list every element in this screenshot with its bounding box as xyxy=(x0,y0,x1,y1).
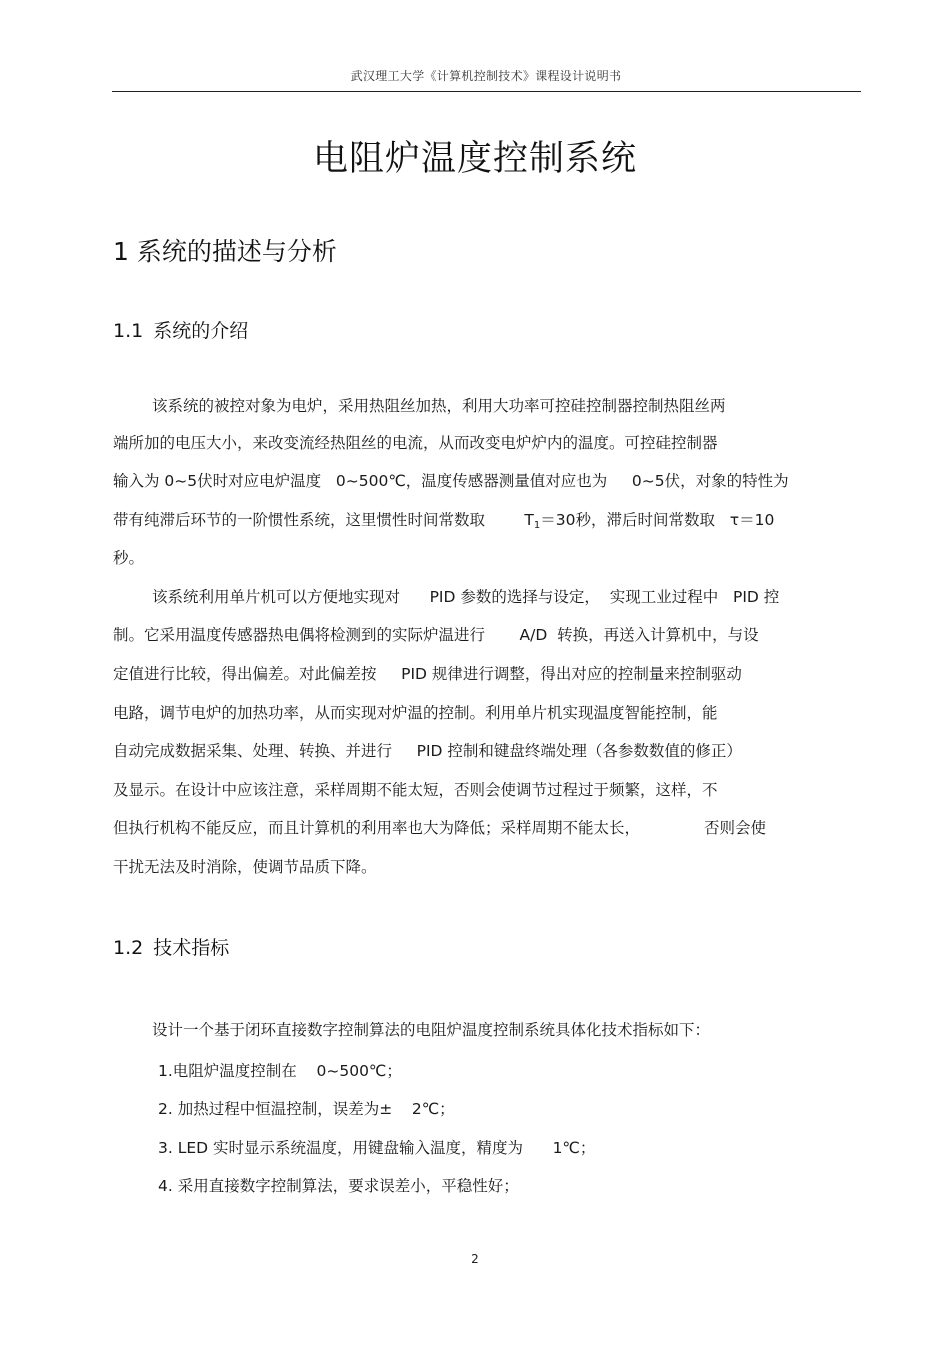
subsection-heading-1-2 xyxy=(113,933,229,960)
subsection-number: 1.2 xyxy=(113,937,144,959)
subsection-title: 系统的介绍 xyxy=(153,320,249,342)
subsection-heading-1-1 xyxy=(113,316,248,343)
subsection-title: 技术指标 xyxy=(153,937,230,959)
paragraph-line: 电路，调节电炉的加热功率，从而实现对炉温的控制。利用单片机实现温度智能控制，能 xyxy=(113,704,718,722)
header-divider xyxy=(112,91,861,92)
text-span: 带有纯滞后环节的一阶惯性系统，这里惯性时间常数取 T xyxy=(113,511,534,529)
document-title: 电阻炉温度控制系统 xyxy=(312,139,637,179)
section-heading: 1 系统的描述与分析 xyxy=(113,237,337,266)
paragraph-line: 干扰无法及时消除，使调节品质下降。 xyxy=(113,858,377,876)
subscript: 1 xyxy=(533,520,541,531)
paragraph-line: 端所加的电压大小，来改变流经热阻丝的电流，从而改变电炉炉内的温度。可控硅控制器 xyxy=(113,434,718,452)
subsection-number: 1.1 xyxy=(113,320,144,342)
paragraph-line: 自动完成数据采集、处理、转换、并进行 PID 控制和键盘终端处理（各参数数值的修正） xyxy=(113,742,742,760)
paragraph-line: 输入为 0~5伏时对应电炉温度 0~500℃，温度传感器测量值对应也为 0~5伏，对象的特性为 xyxy=(113,472,789,490)
running-header: 武汉理工大学《计算机控制技术》课程设计说明书 xyxy=(350,69,622,83)
spec-item: 3. LED 实时显示系统温度，用键盘输入温度，精度为 1℃； xyxy=(158,1139,596,1157)
spec-item: 1.电阻炉温度控制在 0~500℃； xyxy=(158,1062,402,1080)
paragraph-line: 制。它采用温度传感器热电偶将检测到的实际炉温进行 A/D 转换，再送入计算机中，与设 xyxy=(113,626,759,644)
text-span: ＝30秒，滞后时间常数取 τ＝10 xyxy=(540,511,775,529)
spec-item: 2. 加热过程中恒温控制，误差为± 2℃； xyxy=(158,1100,455,1118)
paragraph-line-with-subscript xyxy=(113,510,774,536)
paragraph-line: 及显示。在设计中应该注意，采样周期不能太短，否则会使调节过程过于频繁，这样，不 xyxy=(113,781,718,799)
paragraph-line: 但执行机构不能反应，而且计算机的利用率也大为降低；采样周期不能太长， 否则会使 xyxy=(113,819,767,837)
page-number: 2 xyxy=(471,1252,479,1266)
paragraph-line: 定值进行比较，得出偏差。对此偏差按 PID 规律进行调整，得出对应的控制量来控制驱动 xyxy=(113,665,742,683)
spec-item: 4. 采用直接数字控制算法，要求误差小，平稳性好； xyxy=(158,1177,519,1195)
paragraph-line: 该系统的被控对象为电炉，采用热阻丝加热，利用大功率可控硅控制器控制热阻丝两 xyxy=(152,397,726,415)
paragraph-line: 该系统利用单片机可以方便地实现对 PID 参数的选择与设定， 实现工业过程中 PID 控 xyxy=(152,588,780,606)
spec-intro: 设计一个基于闭环直接数字控制算法的电阻炉温度控制系统具体化技术指标如下： xyxy=(152,1021,711,1039)
paragraph-line: 秒。 xyxy=(113,549,145,567)
